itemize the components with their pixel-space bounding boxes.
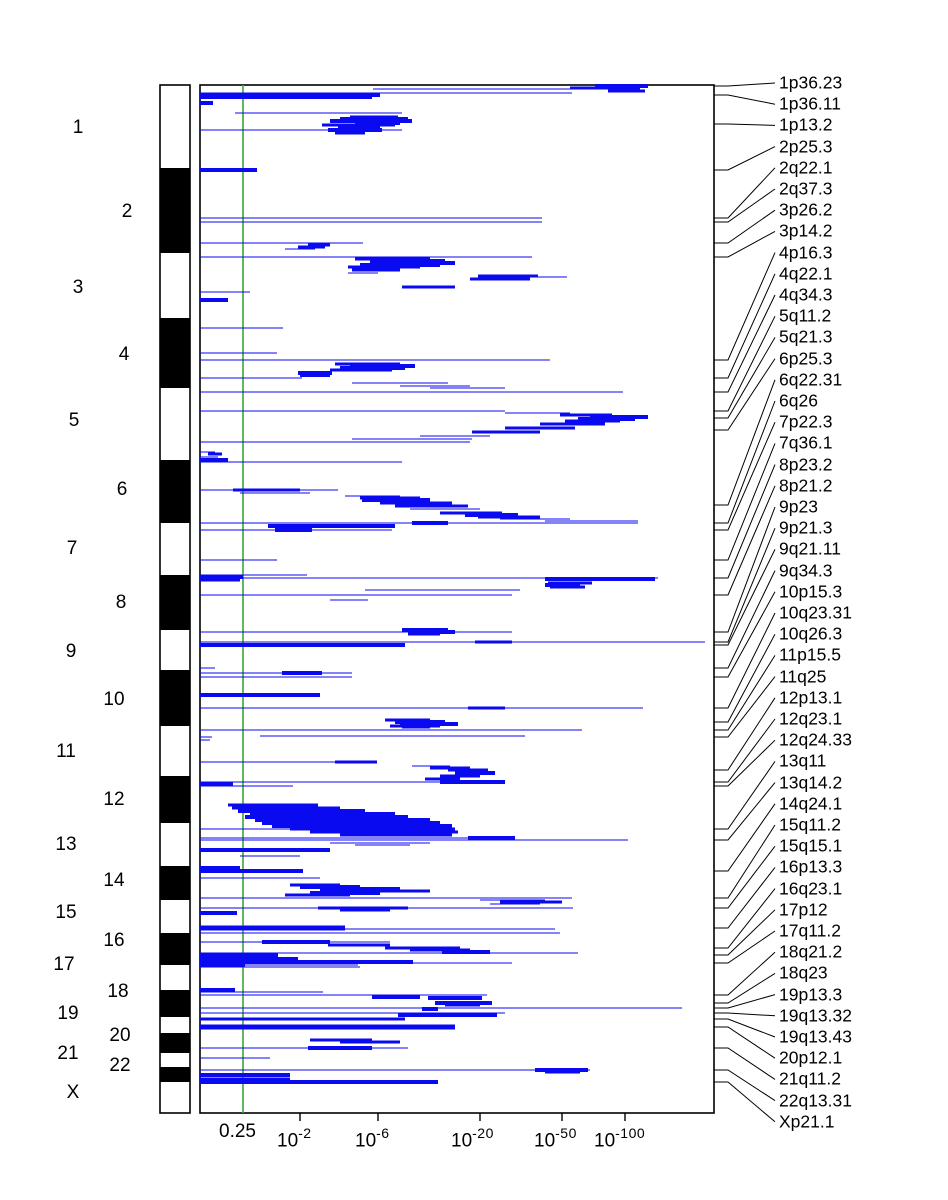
leader-line-20p12.1 bbox=[714, 1027, 775, 1058]
cytoband-label-1p13.2: 1p13.2 bbox=[779, 114, 833, 135]
leader-line-19q13.43 bbox=[714, 1019, 775, 1037]
ideogram-band-11 bbox=[160, 726, 190, 776]
leader-line-6p25.3 bbox=[714, 359, 775, 430]
ideogram-band-9 bbox=[160, 630, 190, 670]
x-axis-label-10-100: $10^{-100}$ bbox=[594, 1125, 646, 1152]
leader-line-1p13.2 bbox=[714, 124, 775, 125]
cytoband-label-2p25.3: 2p25.3 bbox=[779, 136, 833, 157]
x-axis-label-10-2: $10^{-2}$ bbox=[277, 1125, 312, 1152]
chromosome-label-22: 22 bbox=[109, 1055, 131, 1076]
ideogram-band-1 bbox=[160, 85, 190, 168]
chromosome-label-12: 12 bbox=[103, 789, 125, 810]
cytoband-label-12q24.33: 12q24.33 bbox=[779, 729, 852, 750]
ideogram-band-10 bbox=[160, 670, 190, 726]
chromosome-label-14: 14 bbox=[103, 870, 125, 891]
x-axis-label-10-6: $10^{-6}$ bbox=[355, 1125, 390, 1152]
cytoband-label-18q23: 18q23 bbox=[779, 962, 828, 983]
cytoband-label-10q23.31: 10q23.31 bbox=[779, 602, 852, 623]
leader-line-19p13.3 bbox=[714, 995, 775, 1008]
leader-line-13q11 bbox=[714, 761, 775, 829]
x-axis-label-0.25: 0.25 bbox=[219, 1121, 256, 1142]
cytoband-label-19q13.32: 19q13.32 bbox=[779, 1005, 852, 1026]
leader-line-18q23 bbox=[714, 973, 775, 1003]
chromosome-label-3: 3 bbox=[72, 277, 84, 298]
cytoband-label-Xp21.1: Xp21.1 bbox=[779, 1111, 835, 1132]
cytoband-label-13q11: 13q11 bbox=[779, 750, 827, 771]
cytoband-label-16p13.3: 16p13.3 bbox=[779, 856, 843, 877]
leader-line-2p25.3 bbox=[714, 147, 775, 170]
cytoband-label-4q22.1: 4q22.1 bbox=[779, 263, 833, 284]
chromosome-label-7: 7 bbox=[66, 538, 78, 559]
chromosome-label-9: 9 bbox=[65, 641, 77, 662]
cytoband-label-3p14.2: 3p14.2 bbox=[779, 220, 833, 241]
cytoband-label-4q34.3: 4q34.3 bbox=[779, 284, 833, 305]
chromosome-label-13: 13 bbox=[55, 834, 77, 855]
chromosome-label-16: 16 bbox=[103, 930, 125, 951]
chromosome-label-X: X bbox=[66, 1082, 80, 1103]
leader-line-19q13.32 bbox=[714, 1013, 775, 1016]
ideogram-band-2 bbox=[160, 168, 190, 253]
ideogram-band-20 bbox=[160, 1033, 190, 1053]
ideogram-band-13 bbox=[160, 823, 190, 866]
chromosome-label-19: 19 bbox=[57, 1003, 79, 1024]
chromosome-label-4: 4 bbox=[118, 344, 130, 365]
cytoband-label-8p23.2: 8p23.2 bbox=[779, 454, 833, 475]
cytoband-label-12p13.1: 12p13.1 bbox=[779, 687, 843, 708]
cytoband-label-17p12: 17p12 bbox=[779, 899, 828, 920]
cytoband-label-21q11.2: 21q11.2 bbox=[779, 1068, 841, 1089]
cytoband-label-19p13.3: 19p13.3 bbox=[779, 984, 843, 1005]
ideogram-band-6 bbox=[160, 460, 190, 523]
leader-line-1p36.23 bbox=[714, 83, 775, 86]
chromosome-label-21: 21 bbox=[57, 1043, 79, 1064]
cytoband-label-9q21.11: 9q21.11 bbox=[779, 538, 841, 559]
x-axis-label-10-20: $10^{-20}$ bbox=[451, 1125, 494, 1152]
cytoband-label-5q11.2: 5q11.2 bbox=[779, 305, 832, 326]
cytoband-label-22q13.31: 22q13.31 bbox=[779, 1090, 852, 1111]
leader-line-3p26.2 bbox=[714, 210, 775, 243]
cytoband-label-10p15.3: 10p15.3 bbox=[779, 581, 843, 602]
leader-line-15q15.1 bbox=[714, 846, 775, 908]
cytoband-label-8p21.2: 8p21.2 bbox=[779, 475, 833, 496]
ideogram-band-15 bbox=[160, 900, 190, 933]
ideogram-band-19 bbox=[160, 1017, 190, 1033]
ideogram-band-12 bbox=[160, 776, 190, 823]
cytoband-label-12q23.1: 12q23.1 bbox=[779, 708, 843, 729]
chromosome-label-15: 15 bbox=[55, 902, 77, 923]
chromosome-label-1: 1 bbox=[72, 117, 84, 138]
cytoband-label-2q22.1: 2q22.1 bbox=[779, 157, 833, 178]
chromosome-label-18: 18 bbox=[107, 981, 129, 1002]
ideogram-band-4 bbox=[160, 318, 190, 388]
cytoband-label-7p22.3: 7p22.3 bbox=[779, 411, 833, 432]
leader-line-11p15.5 bbox=[714, 655, 775, 730]
leader-line-9p23 bbox=[714, 507, 775, 632]
ideogram-band-22 bbox=[160, 1067, 190, 1082]
leader-line-17q11.2 bbox=[714, 931, 775, 963]
chromosome-label-11: 11 bbox=[56, 741, 76, 762]
leader-line-8p21.2 bbox=[714, 486, 775, 595]
leader-line-10q23.31 bbox=[714, 613, 775, 708]
ideogram-band-18 bbox=[160, 990, 190, 1017]
leader-line-5q11.2 bbox=[714, 316, 775, 411]
leader-line-7p22.3 bbox=[714, 422, 775, 530]
cytoband-label-18q21.2: 18q21.2 bbox=[779, 941, 843, 962]
chromosome-label-8: 8 bbox=[115, 592, 127, 613]
chromosome-label-10: 10 bbox=[103, 689, 125, 710]
cytoband-label-16q23.1: 16q23.1 bbox=[779, 878, 843, 899]
leader-line-9p21.3 bbox=[714, 528, 775, 642]
cytoband-label-13q14.2: 13q14.2 bbox=[779, 772, 843, 793]
cytoband-label-6q26: 6q26 bbox=[779, 390, 818, 411]
ideogram-band-3 bbox=[160, 253, 190, 318]
x-axis-label-10-50: $10^{-50}$ bbox=[534, 1125, 577, 1152]
cytoband-label-20p12.1: 20p12.1 bbox=[779, 1047, 843, 1068]
leader-line-18q21.2 bbox=[714, 952, 775, 995]
leader-line-12q24.33 bbox=[714, 740, 775, 786]
ideogram-band-14 bbox=[160, 866, 190, 900]
cytoband-label-9p23: 9p23 bbox=[779, 496, 818, 517]
leader-line-4q22.1 bbox=[714, 274, 775, 378]
cytoband-label-3p26.2: 3p26.2 bbox=[779, 199, 833, 220]
leader-line-3p14.2 bbox=[714, 231, 775, 257]
cytoband-label-15q15.1: 15q15.1 bbox=[779, 835, 843, 856]
ideogram-band-5 bbox=[160, 388, 190, 460]
cytoband-label-15q11.2: 15q11.2 bbox=[779, 814, 841, 835]
cytoband-label-2q37.3: 2q37.3 bbox=[779, 178, 833, 199]
leader-line-14q24.1 bbox=[714, 804, 775, 871]
chromosome-label-17: 17 bbox=[53, 954, 75, 975]
ideogram-band-16 bbox=[160, 933, 190, 965]
ideogram-band-7 bbox=[160, 523, 190, 575]
leader-line-8p23.2 bbox=[714, 465, 775, 578]
ideogram-band-X bbox=[160, 1082, 190, 1113]
cytoband-label-10q26.3: 10q26.3 bbox=[779, 623, 843, 644]
leader-line-4p16.3 bbox=[714, 253, 775, 360]
leader-line-Xp21.1 bbox=[714, 1082, 775, 1122]
cytoband-label-5q21.3: 5q21.3 bbox=[779, 326, 833, 347]
chromosome-label-6: 6 bbox=[116, 479, 128, 500]
cytoband-label-1p36.11: 1p36.11 bbox=[779, 93, 841, 114]
cytoband-label-19q13.43: 19q13.43 bbox=[779, 1026, 852, 1047]
cytoband-label-4p16.3: 4p16.3 bbox=[779, 242, 833, 263]
ideogram-band-17 bbox=[160, 965, 190, 990]
cytoband-label-11p15.5: 11p15.5 bbox=[779, 644, 841, 665]
cytoband-label-6q22.31: 6q22.31 bbox=[779, 369, 843, 390]
ideogram-band-8 bbox=[160, 575, 190, 630]
leader-line-12q23.1 bbox=[714, 719, 775, 782]
cytoband-label-7q36.1: 7q36.1 bbox=[779, 432, 833, 453]
cytoband-label-14q24.1: 14q24.1 bbox=[779, 793, 843, 814]
cytoband-label-11q25: 11q25 bbox=[779, 666, 827, 687]
ideogram-band-21 bbox=[160, 1053, 190, 1067]
cytoband-label-17q11.2: 17q11.2 bbox=[779, 920, 841, 941]
leader-line-13q14.2 bbox=[714, 783, 775, 840]
cytoband-label-9p21.3: 9p21.3 bbox=[779, 517, 833, 538]
chromosome-label-2: 2 bbox=[121, 201, 133, 222]
cytoband-label-1p36.23: 1p36.23 bbox=[779, 72, 843, 93]
leader-line-9q34.3 bbox=[714, 571, 775, 668]
chromosome-label-20: 20 bbox=[109, 1025, 131, 1046]
cytoband-label-9q34.3: 9q34.3 bbox=[779, 560, 833, 581]
cytoband-label-6p25.3: 6p25.3 bbox=[779, 348, 833, 369]
chromosome-label-5: 5 bbox=[68, 410, 80, 431]
leader-line-1p36.11 bbox=[714, 95, 775, 104]
leader-line-11q25 bbox=[714, 677, 775, 737]
